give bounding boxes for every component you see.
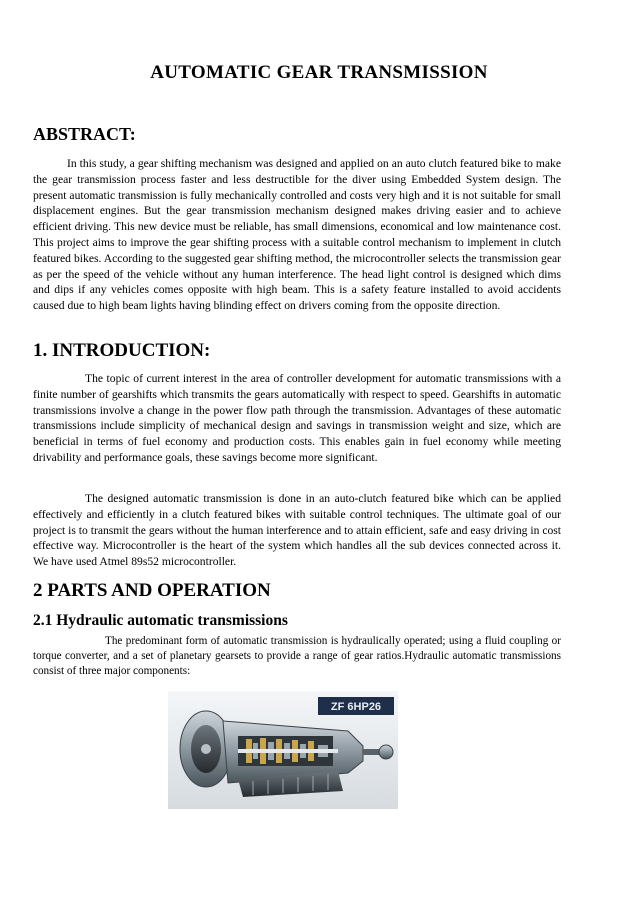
document-title: AUTOMATIC GEAR TRANSMISSION [150,62,488,83]
introduction-paragraph-2: The designed automatic transmission is done in an auto-clutch featured bike which can be applied effectively and efficiently in a clutch featured bikes with suitable control techniques. The ultimate goal of our project is to transmit the gears without the human interference and to attain efficient, safe and easy driving in cost effective way. Microcontroller is the heart of the system which handles all the sub devices connected across it. We have used Atmel 89s52 microcontroller. [33,492,561,569]
abstract-paragraph: In this study, a gear shifting mechanism was designed and applied on an auto clutch featured bike to make the gear transmission process faster and less destructible for the diver using Embedded System design. The present automatic transmission is fully mechanically controlled and costs very high and it is not suitable for small displacement engines. But the gear transmission mechanism designed makes driving easier and to achieve efficient driving. This new device must be reliable, has small dimensions, economical and low maintenance cost. This project aims to improve the gear shifting process with a suitable control mechanism to implement in clutch featured bikes. According to the suggested gear shifting method, the microcontroller selects the transmission gear as per the speed of the vehicle without any human interference. The head light control is designed which dims and dips if any vehicles comes opposite with high beam. This is a safety feature installed to avoid accidents caused due to high beam lights having blinding effect on drivers coming from the opposite direction. [33,157,561,313]
transmission-cutaway-illustration [168,691,398,809]
figure-label-text: ZF 6HP26 [330,701,382,713]
introduction-paragraph-1: The topic of current interest in the area of controller development for automatic transmissions with a finite number of gearshifts which transmits the gears automatically with respect to speed. Gearshifts in automatic transmissions involve a change in the power flow path through the transmission. Advantages of these automatic transmissions include simplicity of mechanical design and savings in transmission weight and size, which are beneficial in terms of fuel economy and production costs. This enables gain in fuel economy while meeting drivability and performance goals, these savings become more significant. [33,372,561,464]
transmission-photo [168,691,398,809]
hydraulic-subheading: 2.1 Hydraulic automatic transmissions [33,612,288,629]
parts-paragraph: The predominant form of automatic transmission is hydraulically operated; using a fluid coupling or torque converter, and a set of planetary gearsets to provide a range of gear ratios.Hydraulic automatic transmissions consist of three major components: [33,635,561,677]
abstract-heading: ABSTRACT: [33,124,136,144]
introduction-heading: 1. INTRODUCTION: [33,340,211,361]
parts-heading: 2 PARTS AND OPERATION [33,580,271,601]
